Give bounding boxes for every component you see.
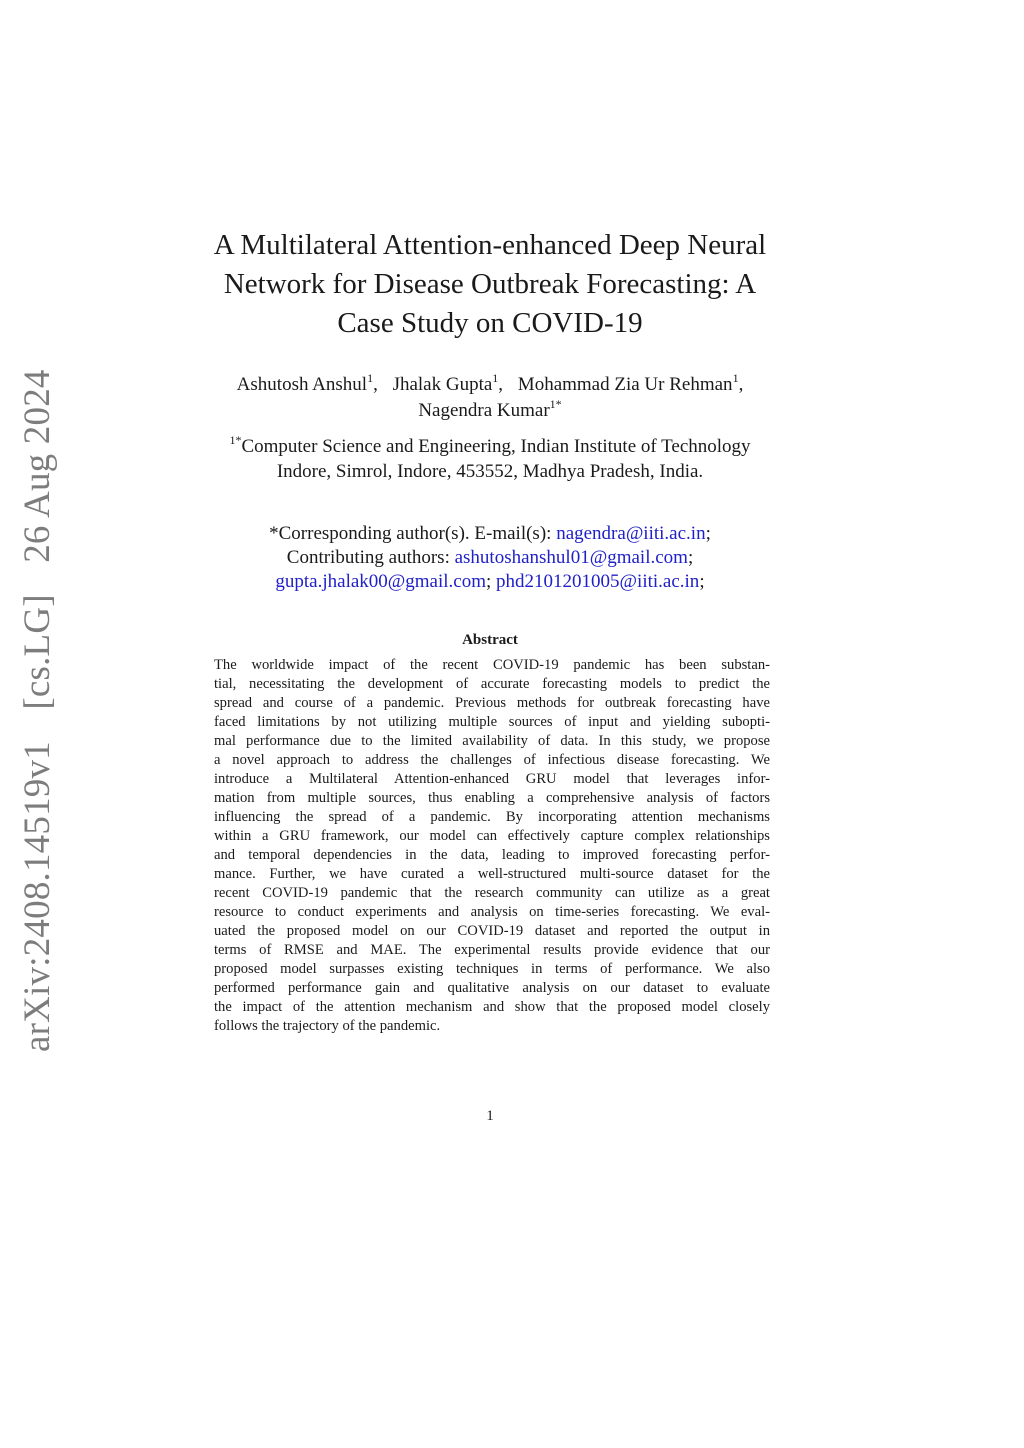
- abstract-line: proposed model surpasses existing techniques in terms of performance. We also: [214, 961, 770, 977]
- abstract-line: mation from multiple sources, thus enabling a comprehensive analysis of factors: [214, 790, 770, 806]
- author-name: Jhalak Gupta: [392, 374, 493, 395]
- abstract-line: uated the proposed model on our COVID-19 dataset and reported the output in: [214, 923, 770, 939]
- abstract-line: mal performance due to the limited availability of data. In this study, we propose: [214, 733, 770, 749]
- author: [517, 370, 744, 395]
- abstract-body: [214, 656, 770, 1036]
- author-name: Nagendra Kumar: [418, 400, 550, 421]
- contributing-email-link[interactable]: gupta.jhalak00@gmail.com: [275, 571, 487, 592]
- affiliation: [150, 434, 830, 484]
- author-name: Ashutosh Anshul: [236, 374, 368, 395]
- affiliation-mark: 1: [367, 370, 374, 385]
- abstract-line: faced limitations by not utilizing multiple sources of input and yielding subopti-: [214, 714, 770, 730]
- abstract-line: a novel approach to address the challenges of infectious disease forecasting. We: [214, 752, 770, 768]
- arxiv-id: arXiv:2408.14519v1: [17, 741, 58, 1052]
- abstract-line: resource to conduct experiments and analysis on time-series forecasting. We eval-: [214, 904, 770, 920]
- arxiv-category: [cs.LG]: [17, 594, 58, 710]
- affiliation-mark: 1: [732, 370, 739, 385]
- corresponding-email-link[interactable]: nagendra@iiti.ac.in: [556, 523, 706, 544]
- title-line: Case Study on COVID-19: [337, 307, 643, 339]
- author-separator: ,: [498, 374, 504, 395]
- email-separator: ;: [699, 571, 705, 592]
- author-separator: ,: [373, 374, 378, 395]
- affiliation-line: Computer Science and Engineering, Indian Institute of Technology: [241, 436, 751, 457]
- page-number: 1: [486, 1108, 494, 1124]
- abstract-line: follows the trajectory of the pandemic.: [214, 1018, 441, 1034]
- email-separator: ;: [687, 547, 694, 568]
- author: [418, 396, 562, 421]
- abstract-line: influencing the spread of a pandemic. By incorporating attention mechanisms: [214, 809, 770, 825]
- arxiv-date: 26 Aug 2024: [17, 369, 58, 563]
- affiliation-mark: 1*: [549, 396, 562, 411]
- corresponding-label: *Corresponding author(s). E-mail(s):: [269, 523, 552, 544]
- contributing-email-link[interactable]: phd2101201005@iiti.ac.in: [496, 571, 700, 592]
- abstract-line: introduce a Multilateral Attention-enhanced GRU model that leverages infor-: [214, 771, 770, 787]
- contact-info: [150, 522, 830, 594]
- contributing-label: Contributing authors:: [286, 547, 450, 568]
- abstract-line: tial, necessitating the development of accurate forecasting models to predict the: [214, 676, 770, 692]
- author-list: [150, 372, 830, 424]
- arxiv-stamp: [16, 369, 59, 1052]
- abstract-line: the impact of the attention mechanism and show that the proposed model closely: [214, 999, 770, 1015]
- abstract-line: within a GRU framework, our model can effectively capture complex relationships: [214, 828, 770, 844]
- title-line: Network for Disease Outbreak Forecasting: A: [223, 268, 757, 300]
- abstract-line: terms of RMSE and MAE. The experimental results provide evidence that our: [214, 942, 770, 958]
- title-line: A Multilateral Attention-enhanced Deep Neural: [213, 229, 767, 261]
- affiliation-line: Indore, Simrol, Indore, 453552, Madhya Pradesh, India.: [276, 461, 704, 482]
- affiliation-mark: 1*: [229, 432, 242, 447]
- abstract-line: recent COVID-19 pandemic that the research community can utilize as a great: [214, 885, 770, 901]
- affiliation-mark: 1: [492, 370, 499, 385]
- abstract-line: and temporal dependencies in the data, leading to improved forecasting perfor-: [214, 847, 770, 863]
- abstract-heading: Abstract: [462, 632, 518, 648]
- author-name: Mohammad Zia Ur Rehman: [517, 374, 733, 395]
- abstract-line: spread and course of a pandemic. Previous methods for outbreak forecasting have: [214, 695, 770, 711]
- author-separator: ,: [738, 374, 744, 395]
- email-separator: ;: [705, 523, 711, 544]
- paper-title: [150, 226, 830, 343]
- abstract-line: The worldwide impact of the recent COVID-19 pandemic has been substan-: [214, 657, 770, 673]
- contributing-email-link[interactable]: ashutoshanshul01@gmail.com: [454, 547, 688, 568]
- author: [236, 370, 378, 395]
- abstract-line: mance. Further, we have curated a well-structured multi-source dataset for the: [214, 866, 770, 882]
- email-separator: ;: [486, 571, 492, 592]
- author: [392, 370, 504, 395]
- abstract-line: performed performance gain and qualitative analysis on our dataset to evaluate: [214, 980, 770, 996]
